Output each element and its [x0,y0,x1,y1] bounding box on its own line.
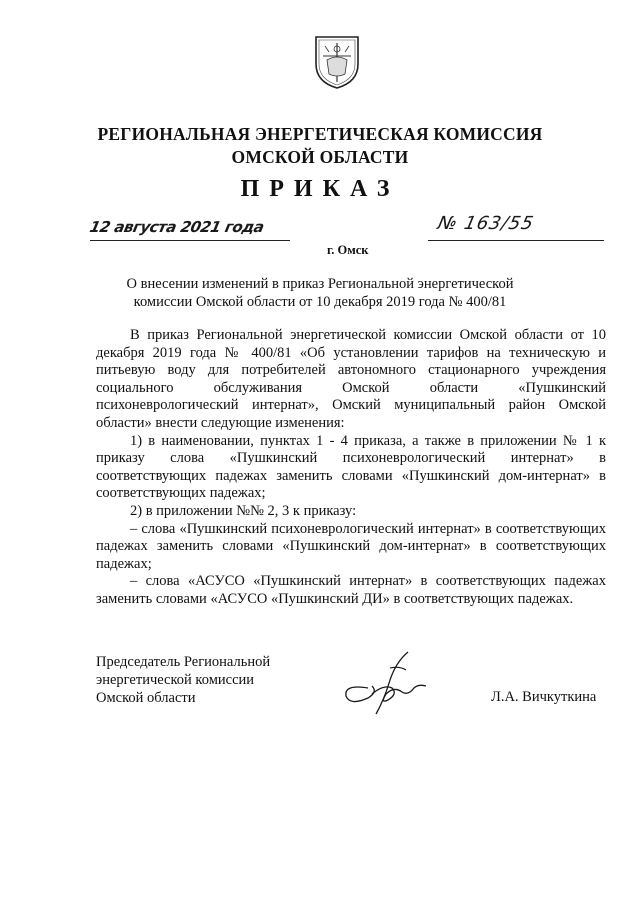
omsk-coat-of-arms-emblem [313,34,361,90]
date-underline [90,240,290,241]
body-item-2b: – слова «АСУСО «Пушкинский интернат» в соответствующих падежах заменить словами «АСУСО «Пушкинский ДИ» в соответствующих падежах. [96,573,606,607]
order-subject [120,275,520,311]
document-type-title: ПРИКАЗ [240,176,400,202]
number-underline [428,240,604,241]
organization-name-line1: РЕГИОНАЛЬНАЯ ЭНЕРГЕТИЧЕСКАЯ КОМИССИЯ [97,124,543,144]
body-item-1: 1) в наименовании, пунктах 1 - 4 приказа, а также в приложении № 1 к приказу слова «Пушкинский психоневрологический интернат» в соответствующих падежах заменить словами «Пушкинский дом-интернат» в соответствующих падежах; [96,432,606,502]
signatory-position-line1: Председатель Региональной [96,654,271,670]
order-body [96,327,606,609]
handwritten-order-number: № 163/55 [435,213,537,234]
subject-line2: комиссии Омской области от 10 декабря 2019 года № 400/81 [133,294,507,310]
signatory-position-line3: Омской области [96,690,196,706]
subject-line1: О внесении изменений в приказ Региональной энергетической [126,276,514,292]
city-label: г. Омск [327,243,369,257]
signatory-position-line2: энергетической комиссии [96,672,255,688]
signatory-position [96,653,316,707]
body-item-2a: – слова «Пушкинский психоневрологический интернат» в соответствующих падежах заменить словами «Пушкинский дом-интернат» в соответствующих падежах; [96,520,606,572]
handwritten-signature [338,648,430,718]
body-item-2: 2) в приложении №№ 2, 3 к приказу: [130,502,357,519]
handwritten-date: 12 августа 2021 года [88,218,266,236]
body-intro-paragraph: В приказ Региональной энергетической комиссии Омской области от 10 декабря 2019 года № 400/81 «Об установлении тарифов на техническую и питьевую воду для потребителей автономного стационарного учреждения социального обслуживания Омской области «Пушкинский психоневрологический интернат», Омский муниципальный район Омской области» внести следующие изменения: [96,327,606,431]
organization-name-line2: ОМСКОЙ ОБЛАСТИ [231,147,409,167]
signatory-name: Л.А. Вичкуткина [491,689,597,705]
